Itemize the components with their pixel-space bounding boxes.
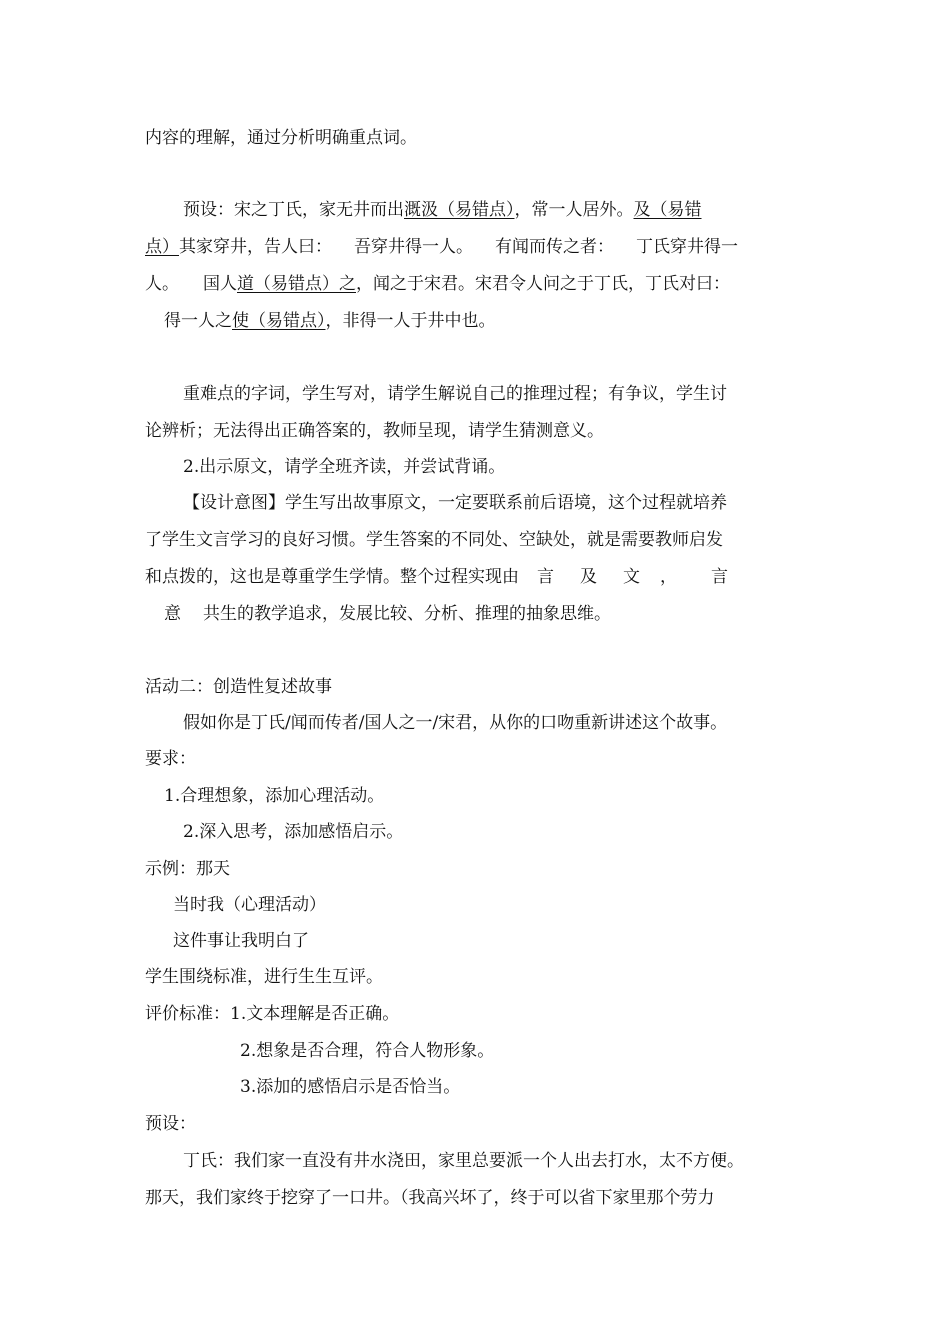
peer-review-line: 学生围绕标准，进行生生互评。 xyxy=(145,967,383,987)
preset-story-line-1: 丁氏：我们家一直没有井水浇田，家里总要派一个人出去打水，太不方便。 xyxy=(183,1151,744,1171)
preset-line-3 xyxy=(145,273,730,295)
intro-line: 内容的理解，通过分析明确重点词。 xyxy=(145,128,417,148)
underlined-term: 使（易错点） xyxy=(232,311,326,331)
discussion-line-1: 重难点的字词，学生写对，请学生解说自己的推理过程；有争议，学生讨 xyxy=(183,384,727,404)
criteria-line-1: 评价标准：1.文本理解是否正确。 xyxy=(145,1004,400,1024)
underlined-term: 点） xyxy=(145,237,179,257)
criteria-line-2: 2.想象是否合理，符合人物形象。 xyxy=(240,1041,495,1061)
intent-text: 和点拨的，这也是尊重学生学情。整个过程实现由 xyxy=(145,567,519,587)
preset-line-1 xyxy=(183,199,702,221)
preset-text: 预设：宋之丁氏，家无井而出 xyxy=(183,200,404,220)
intent-text: ， xyxy=(660,567,677,587)
preset-label: 预设： xyxy=(145,1114,196,1134)
discussion-line-2: 论辨析；无法得出正确答案的，教师呈现，请学生猜测意义。 xyxy=(145,421,604,441)
discussion-line-3: 2.出示原文，请学全班齐读，并尝试背诵。 xyxy=(183,457,506,477)
preset-text: 其家穿井，告人曰： xyxy=(179,237,332,257)
preset-text: 丁氏穿井得一 xyxy=(636,237,738,257)
preset-text: 有闻而传之者： xyxy=(495,237,614,257)
design-intent-line-3 xyxy=(145,566,728,588)
design-intent-line-2: 了学生文言学习的良好习惯。学生答案的不同处、空缺处，就是需要教师启发 xyxy=(145,530,723,550)
preset-text: 国人 xyxy=(203,274,237,294)
requirement-2: 2.深入思考，添加感悟启示。 xyxy=(183,822,404,842)
example-line-2: 当时我（心理活动） xyxy=(173,895,326,915)
preset-text: ，非得一人于井中也。 xyxy=(325,311,496,331)
activity-two-title: 活动二：创造性复述故事 xyxy=(145,677,332,697)
intent-text: 文 xyxy=(623,567,640,587)
activity-task: 假如你是丁氏/闻而传者/国人之一/宋君，从你的口吻重新讲述这个故事。 xyxy=(183,713,728,733)
example-line-3: 这件事让我明白了 xyxy=(173,931,309,951)
design-intent-line-1: 【设计意图】学生写出故事原文，一定要联系前后语境，这个过程就培养 xyxy=(183,493,727,513)
requirement-1: 1.合理想象，添加心理活动。 xyxy=(164,786,385,806)
underlined-term: 及（易错 xyxy=(633,200,702,220)
preset-line-4 xyxy=(164,310,496,332)
preset-line-2 xyxy=(145,236,738,258)
underlined-term: 溉汲（易错点） xyxy=(404,200,515,220)
criteria-line-3: 3.添加的感悟启示是否恰当。 xyxy=(240,1077,461,1097)
intent-text: 共生的教学追求，发展比较、分析、推理的抽象思维。 xyxy=(203,604,611,624)
design-intent-line-4 xyxy=(164,603,611,625)
intent-text: 及 xyxy=(580,567,597,587)
preset-text: ，闻之于宋君。宋君令人问之于丁氏，丁氏对曰： xyxy=(356,274,730,294)
preset-text: ，常一人居外。 xyxy=(514,200,634,220)
intent-text: 言 xyxy=(711,567,728,587)
preset-text: 人。 xyxy=(145,274,179,294)
preset-text: 得一人之 xyxy=(164,311,232,331)
preset-story-line-2: 那天，我们家终于挖穿了一口井。（我高兴坏了，终于可以省下家里那个劳力 xyxy=(145,1188,715,1208)
requirements-label: 要求： xyxy=(145,749,196,769)
example-label: 示例：那天 xyxy=(145,859,230,879)
preset-text: 吾穿井得一人。 xyxy=(354,237,473,257)
intent-text: 言 xyxy=(537,567,554,587)
underlined-term: 道（易错点）之 xyxy=(237,274,356,294)
intent-text: 意 xyxy=(164,604,181,624)
